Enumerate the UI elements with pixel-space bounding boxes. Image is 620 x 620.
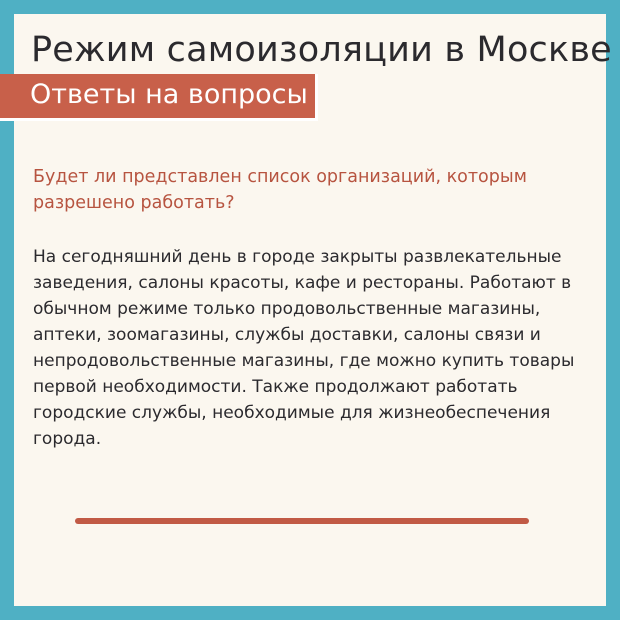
subtitle-label: Ответы на вопросы xyxy=(30,79,308,110)
bottom-divider xyxy=(75,518,529,524)
question-text: Будет ли представлен список организаций, которым разрешено работать? xyxy=(33,167,527,213)
info-card xyxy=(14,14,612,606)
page-title: Режим самоизоляции в Москве xyxy=(31,30,612,70)
subtitle-banner xyxy=(0,74,318,118)
answer-text: На сегодняшний день в городе закрыты развлекательные заведения, салоны красоты, кафе и рестораны. Работают в обычном режиме только продовольственные магазины, аптеки, зоомагазины, службы доставки, салоны связи и непродовольственные магазины, где можно купить товары первой необходимости. Также продолжают работать городские службы, необходимые для жизнеобеспечения города. xyxy=(33,247,575,449)
